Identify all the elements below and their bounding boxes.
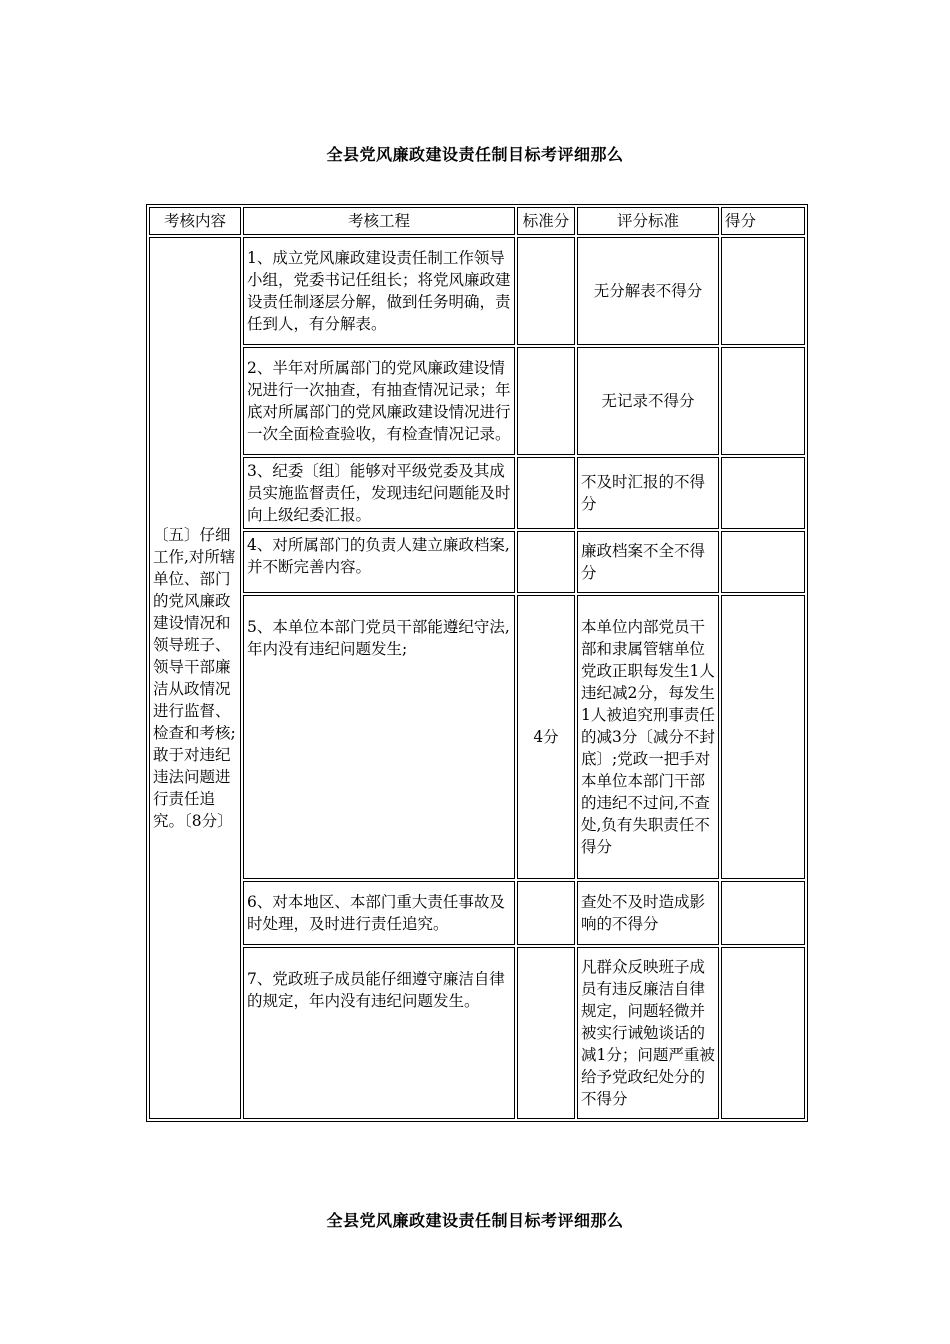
- score-cell: [721, 531, 805, 593]
- score-cell: [721, 947, 805, 1119]
- item-cell: 5、本单位本部门党员干部能遵纪守法,年内没有违纪问题发生;: [243, 595, 515, 879]
- score-cell: [721, 881, 805, 945]
- table-row: [149, 347, 805, 455]
- score-cell: [721, 457, 805, 529]
- table-row: [149, 531, 805, 593]
- item-cell: 1、成立党风廉政建设责任制工作领导小组，党委书记任组长；将党风廉政建设责任制逐层分解，做到任务明确，责任到人，有分解表。: [243, 237, 515, 345]
- standard-score-cell: [517, 881, 575, 945]
- table-row: [149, 881, 805, 945]
- page-title: 全县党风廉政建设责任制目标考评细那么: [326, 145, 624, 164]
- criteria-cell: 无分解表不得分: [577, 237, 719, 345]
- page-title-repeat: 全县党风廉政建设责任制目标考评细那么: [326, 1211, 624, 1230]
- header-score-obtained: 得分: [721, 207, 805, 235]
- item-cell: 6、对本地区、本部门重大责任事故及时处理，及时进行责任追究。: [243, 881, 515, 945]
- table-row: [149, 947, 805, 1119]
- category-cell: 〔五〕仔细工作,对所辖单位、部门的党风廉政建设情况和领导班子、领导干部廉洁从政情况进行监督、检查和考核;敢于对违纪违法问题进行责任追究。〔8分〕: [149, 237, 241, 1119]
- score-cell: [721, 595, 805, 879]
- standard-score-cell: [517, 531, 575, 593]
- header-scoring-criteria: 评分标准: [577, 207, 719, 235]
- item-cell: 7、党政班子成员能仔细遵守廉洁自律的规定，年内没有违纪问题发生。: [243, 947, 515, 1119]
- criteria-cell: 凡群众反映班子成员有违反廉洁自律规定，问题轻微并被实行诫勉谈话的减1分；问题严重被给予党政纪处分的不得分: [577, 947, 719, 1119]
- table-header-row: [149, 207, 805, 235]
- criteria-cell: 查处不及时造成影响的不得分: [577, 881, 719, 945]
- table-row: [149, 237, 805, 345]
- standard-score-cell: [517, 947, 575, 1119]
- score-cell: [721, 237, 805, 345]
- standard-score-cell: [517, 457, 575, 529]
- standard-score-cell: [517, 347, 575, 455]
- criteria-cell: 无记录不得分: [577, 347, 719, 455]
- item-cell: 4、对所属部门的负责人建立廉政档案,并不断完善内容。: [243, 531, 515, 593]
- criteria-cell: 本单位内部党员干部和隶属管辖单位党政正职每发生1人违纪减2分，每发生1人被追究刑事责任的减3分〔减分不封底〕;党政一把手对本单位本部门干部的违纪不过问,不查处,负有失职责任不得分: [577, 595, 719, 879]
- standard-score-cell: 4分: [517, 595, 575, 879]
- item-cell: 3、纪委〔组〕能够对平级党委及其成员实施监督责任，发现违纪问题能及时向上级纪委汇报。: [243, 457, 515, 529]
- assessment-table: [146, 204, 808, 1122]
- criteria-cell: 廉政档案不全不得分: [577, 531, 719, 593]
- header-assessment-item: 考核工程: [243, 207, 515, 235]
- table-row: [149, 457, 805, 529]
- item-cell: 2、半年对所属部门的党风廉政建设情况进行一次抽查，有抽查情况记录；年底对所属部门的党风廉政建设情况进行一次全面检查验收，有检查情况记录。: [243, 347, 515, 455]
- header-assessment-content: 考核内容: [149, 207, 241, 235]
- standard-score-cell: [517, 237, 575, 345]
- table-row: [149, 595, 805, 879]
- criteria-cell: 不及时汇报的不得分: [577, 457, 719, 529]
- header-standard-score: 标准分: [517, 207, 575, 235]
- score-cell: [721, 347, 805, 455]
